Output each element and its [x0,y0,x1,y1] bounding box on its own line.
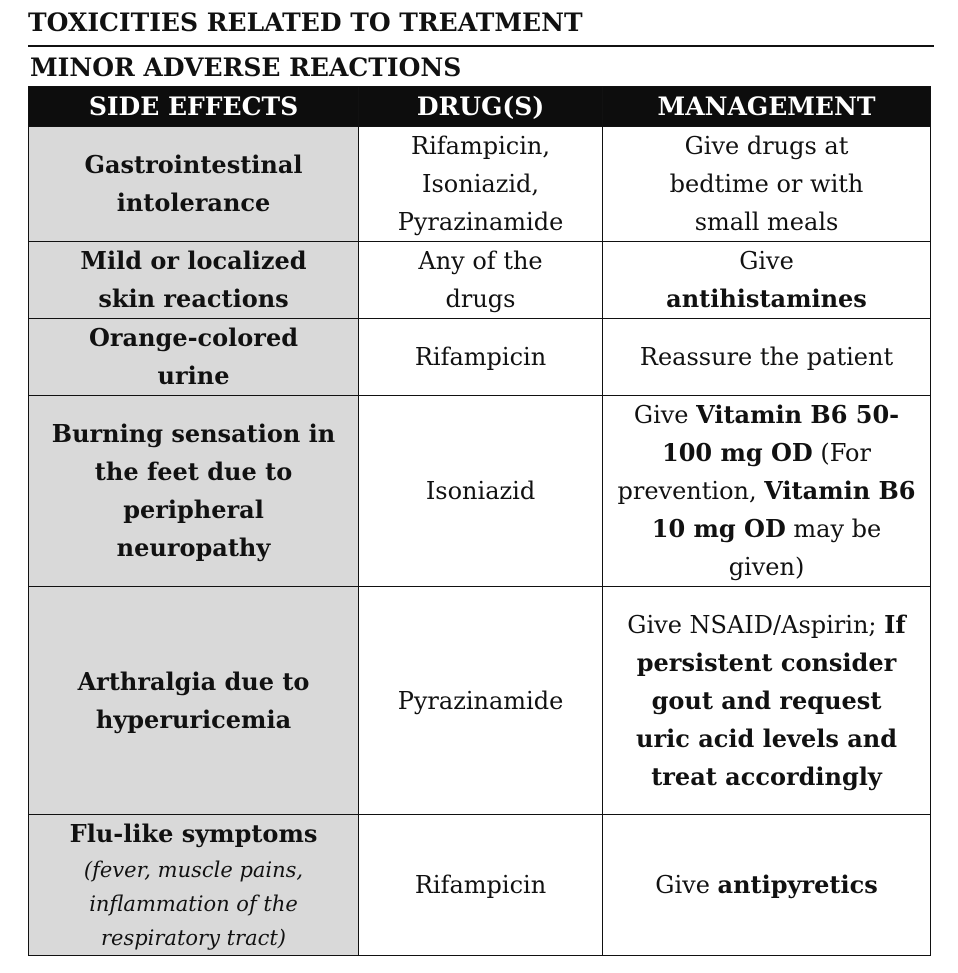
side-effect-cell: Mild or localized skin reactions [29,242,359,319]
table-row [29,319,931,396]
table-header-row [29,87,931,127]
management-emphasis: antihistamines [666,284,867,313]
side-effect-cell: Gastrointestinal intolerance [29,127,359,242]
management-cell [603,242,931,319]
table-row [29,587,931,815]
management-text: Give [739,247,794,275]
side-effect-cell: Arthralgia due to hyperuricemia [29,587,359,815]
drugs-cell: Any of the drugs [359,242,603,319]
drugs-cell: Rifampicin [359,319,603,396]
management-cell [603,815,931,956]
side-effect-cell: Burning sensation in the feet due to peripheral neuropathy [29,396,359,587]
adverse-reactions-table [28,86,931,956]
management-text: Give NSAID/Aspirin; [627,610,885,639]
management-emphasis: If persistent consider gout and request uric acid levels and treat accordingly [636,609,906,791]
drugs-cell: Rifampicin, Isoniazid, Pyrazinamide [359,127,603,242]
management-cell [603,127,931,242]
management-text: Give drugs at bedtime or with small meals [669,132,864,236]
side-effect-cell: Orange-colored urine [29,319,359,396]
management-text: (For prevention, [617,439,871,505]
management-cell [603,587,931,815]
page-title: TOXICITIES RELATED TO TREATMENT [28,4,934,47]
side-effect-note: (fever, muscle pains, inflammation of the respiratory tract) [83,858,304,950]
drugs-cell: Pyrazinamide [359,587,603,815]
table-row [29,396,931,587]
section-title: MINOR ADVERSE REACTIONS [30,53,462,82]
management-text: Reassure the patient [639,343,894,371]
table-row [29,242,931,319]
management-text: Give [633,401,697,429]
header-management: MANAGEMENT [603,87,931,127]
management-cell [603,319,931,396]
management-emphasis: antipyretics [717,870,878,899]
drugs-cell: Isoniazid [359,396,603,587]
management-text: may be given) [728,515,882,581]
header-side-effects: SIDE EFFECTS [29,87,359,127]
side-effect-title: Flu-like symptoms [69,819,318,848]
header-drugs: DRUG(S) [359,87,603,127]
side-effect-cell [29,815,359,956]
management-emphasis: Vitamin B6 10 mg OD [651,476,916,543]
drugs-cell: Rifampicin [359,815,603,956]
table-row [29,815,931,956]
management-text: Give [655,871,718,899]
management-emphasis: Vitamin B6 50-100 mg OD [662,400,900,467]
management-cell [603,396,931,587]
table-row [29,127,931,242]
